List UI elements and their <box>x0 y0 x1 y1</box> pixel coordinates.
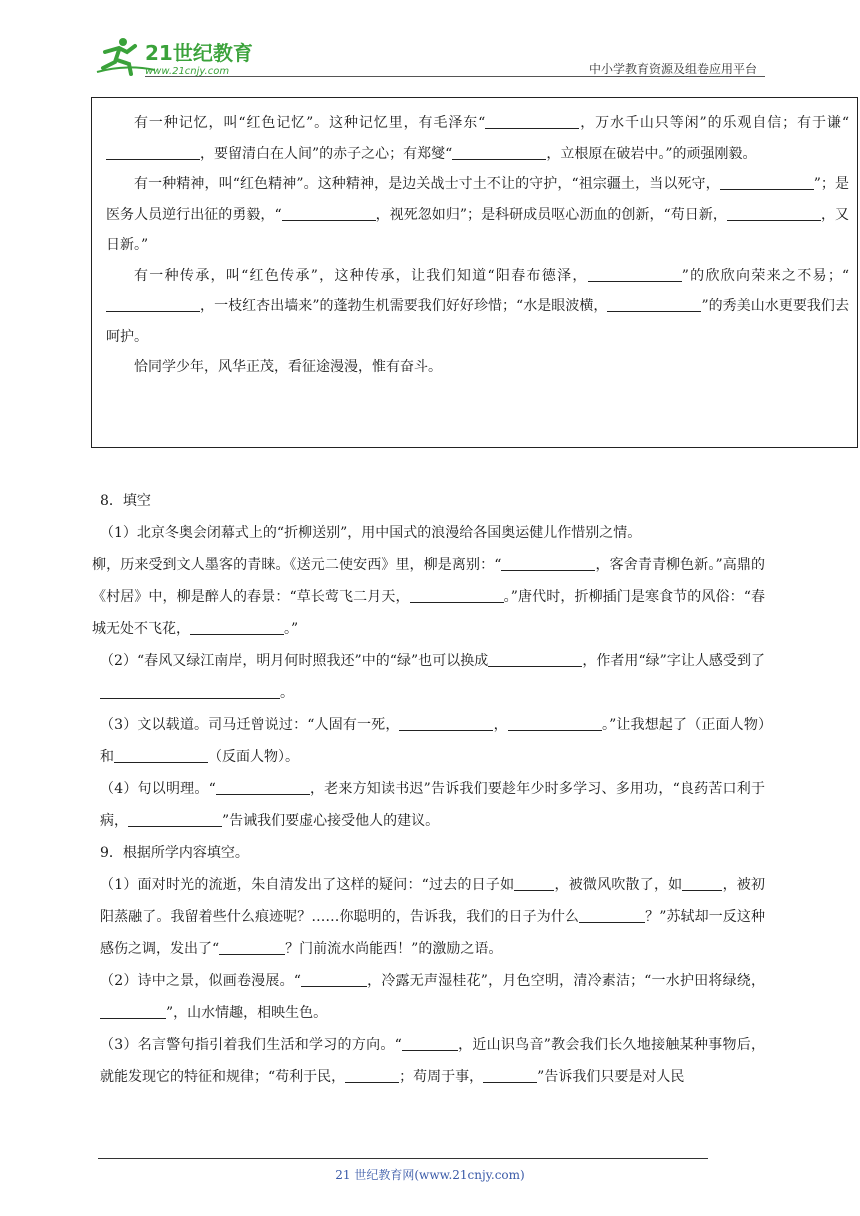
blank[interactable] <box>106 145 200 160</box>
passage-paragraph-2: 有一种精神，叫“红色精神”。这种精神，是边关战士寸土不让的守护，“祖宗疆土，当以死守， ”；是医务人员逆行出征的勇毅，“ ，视死忽如归”；是科研成员呕心沥血的创新，“苟日新， ，又日新。” <box>106 176 849 253</box>
passage-paragraph-1: 有一种记忆，叫“红色记忆”。这种记忆里，有毛泽东“ ，万水千山只等闲”的乐观自信；有于谦“，要留清白在人间”的赤子之心；有郑燮“ ，立根原在破岩中。”的顽强刚毅。 <box>106 108 849 169</box>
question-8-title: 8．填空 <box>100 493 151 509</box>
passage-paragraph-4: 恰同学少年，风华正茂，看征途漫漫，惟有奋斗。 <box>134 359 442 375</box>
blank[interactable] <box>128 812 222 827</box>
blank[interactable] <box>485 114 579 129</box>
blank[interactable] <box>483 1068 537 1083</box>
blank[interactable] <box>114 748 208 763</box>
question-9-part-2: （2）诗中之景，似画卷漫展。“ ，冷露无声湿桂花”，月色空明，清冷素洁；“一水护田将绿绕，”，山水情趣，相映生色。 <box>100 973 765 1021</box>
question-9-part-3: （3）名言警句指引着我们生活和学习的方向。“ ，近山识鸟音”教会我们长久地接触某种事物后，就能发现它的特征和规律；“苟利于民， ；苟周于事， ”告诉我们只要是对人民 <box>100 1037 765 1085</box>
header-divider <box>145 76 765 77</box>
questions-area <box>92 485 765 1093</box>
question-8-part-1b: 柳，历来受到文人墨客的青睐。《送元二使安西》里，柳是离别：“ ，客舍青青柳色新。”高鼎的《村居》中，柳是醉人的春景：“草长莺飞二月天， 。”唐代时，折柳插门是寒食节的风俗：“春城无处不飞花， 。” <box>92 557 765 637</box>
blank[interactable] <box>216 780 310 795</box>
red-memory-passage-box <box>91 97 858 448</box>
question-9-part-1: （1）面对时光的流逝，朱自清发出了这样的疑问：“过去的日子如 ，被微风吹散了，如 ，被初阳蒸融了。我留着些什么痕迹呢？……你聪明的，告诉我，我们的日子为什么 ？”苏轼却一反这种感伤之调，发出了“ ？门前流水尚能西！”的激励之语。 <box>100 877 765 957</box>
blank[interactable] <box>402 1036 458 1051</box>
question-8-part-1a: （1）北京冬奥会闭幕式上的“折柳送别”，用中国式的浪漫给各国奥运健儿作惜别之情。 <box>100 525 642 541</box>
blank[interactable] <box>727 206 821 221</box>
logo-icon <box>95 34 265 78</box>
blank[interactable] <box>190 620 284 635</box>
blank[interactable] <box>452 145 546 160</box>
page-header <box>95 30 765 80</box>
blank[interactable] <box>514 876 554 891</box>
question-8-part-4: （4）句以明理。“ ，老来方知读书迟”告诉我们要趁年少时多学习、多用功，“良药苦口利于病， ”告诫我们要虚心接受他人的建议。 <box>100 781 765 829</box>
blank[interactable] <box>720 175 814 190</box>
blank[interactable] <box>607 297 701 312</box>
blank[interactable] <box>282 206 376 221</box>
blank[interactable] <box>100 1004 166 1019</box>
blank[interactable] <box>106 297 200 312</box>
footer-site-link[interactable]: 21 世纪教育网(www.21cnjy.com) <box>335 1168 525 1182</box>
blank[interactable] <box>508 716 602 731</box>
question-9-title: 9．根据所学内容填空。 <box>100 845 249 861</box>
blank[interactable] <box>579 908 645 923</box>
question-8-part-2: （2）“春风又绿江南岸，明月何时照我还”中的“绿”也可以换成 ，作者用“绿”字让人感受到了。 <box>100 653 765 701</box>
passage-paragraph-3: 有一种传承，叫“红色传承”，这种传承，让我们知道“阳春布德泽， ”的欣欣向荣来之不易；“，一枝红杏出墙来”的蓬勃生机需要我们好好珍惜；“水是眼波横， ”的秀美山水更要我们去呵护。 <box>106 267 849 345</box>
footer-divider <box>98 1158 708 1159</box>
question-8-part-3: （3）文以载道。司马迁曾说过：“人固有一死， ， 。”让我想起了（正面人物）和 （反面人物）。 <box>100 717 765 765</box>
blank[interactable] <box>501 556 595 571</box>
blank[interactable] <box>345 1068 399 1083</box>
svg-text:www.21cnjy.com: www.21cnjy.com <box>145 66 230 77</box>
blank[interactable] <box>100 684 280 699</box>
blank[interactable] <box>588 267 682 282</box>
blank[interactable] <box>488 652 582 667</box>
blank[interactable] <box>399 716 493 731</box>
header-platform-text: 中小学教育资源及组卷应用平台 <box>588 62 757 76</box>
blank[interactable] <box>219 940 285 955</box>
svg-text:21世纪教育: 21世纪教育 <box>145 41 253 65</box>
blank[interactable] <box>301 972 367 987</box>
blank[interactable] <box>682 876 722 891</box>
blank[interactable] <box>410 588 504 603</box>
